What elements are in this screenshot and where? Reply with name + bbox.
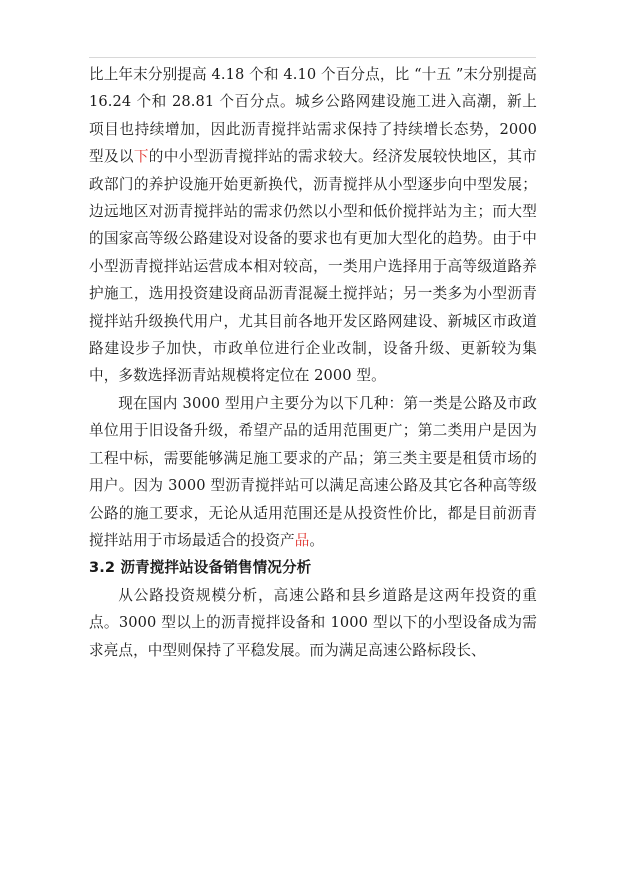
paragraph-1-text-b: 的中小型沥青搅拌站的需求较大。经济发展较快地区，其市政部门的养护设施开始更新换代，沥青搅拌从小型逐步向中型发展；边远地区对沥青搅拌站的需求仍然以小型和低价搅拌站为主；而大型的国家高等级公路建设对设备的要求也有更加大型化的趋势。由于中小型沥青搅拌站运营成本相对较高，一类用户选择用于高等级道路养护施工，选用投资建设商品沥青混凝土搅拌站；另一类多为小型沥青搅拌站升级换代用户，尤其目前各地开发区路网建设、新城区市政道路建设步子加快，市政单位进行企业改制，设备升级、更新较为集中，多数选择沥青站规模将定位在 2000 型。 — [89, 148, 537, 385]
paragraph-3: 从公路投资规模分析，高速公路和县乡道路是这两年投资的重点。3000 型以上的沥青搅拌设备和 1000 型以下的小型设备成为需求亮点，中型则保持了平稳发展。而为满足高速公路标段长、 — [89, 586, 537, 659]
paragraph-2 — [89, 390, 537, 554]
highlighted-char: 品 — [294, 531, 310, 549]
paragraph-2-text-b: 。 — [309, 531, 325, 549]
highlighted-char: 下 — [133, 148, 149, 166]
header-rule — [89, 57, 536, 58]
paragraph-1-text-a: 比上年末分别提高 4.18 个和 4.10 个百分点，比 “十五 ”末分别提高 16.24 个和 28.81 个百分点。城乡公路网建设施工进入高潮，新上项目也持续增加，因此沥青搅拌站需求保持了持续增长态势，2000 型及以 — [89, 66, 537, 166]
section-heading: 3.2 沥青搅拌站设备销售情况分析 — [89, 559, 312, 577]
paragraph-1 — [89, 61, 537, 390]
body-text — [89, 61, 537, 664]
paragraph-2-text-a: 现在国内 3000 型用户主要分为以下几种：第一类是公路及市政单位用于旧设备升级，希望产品的适用范围更广；第二类用户是因为工程中标，需要能够满足施工要求的产品；第三类主要是租赁市场的用户。因为 3000 型沥青搅拌站可以满足高速公路及其它各种高等级公路的施工要求，无论从适用范围还是从投资性价比，都是目前沥青搅拌站用于市场最适合的投资产 — [89, 394, 537, 549]
